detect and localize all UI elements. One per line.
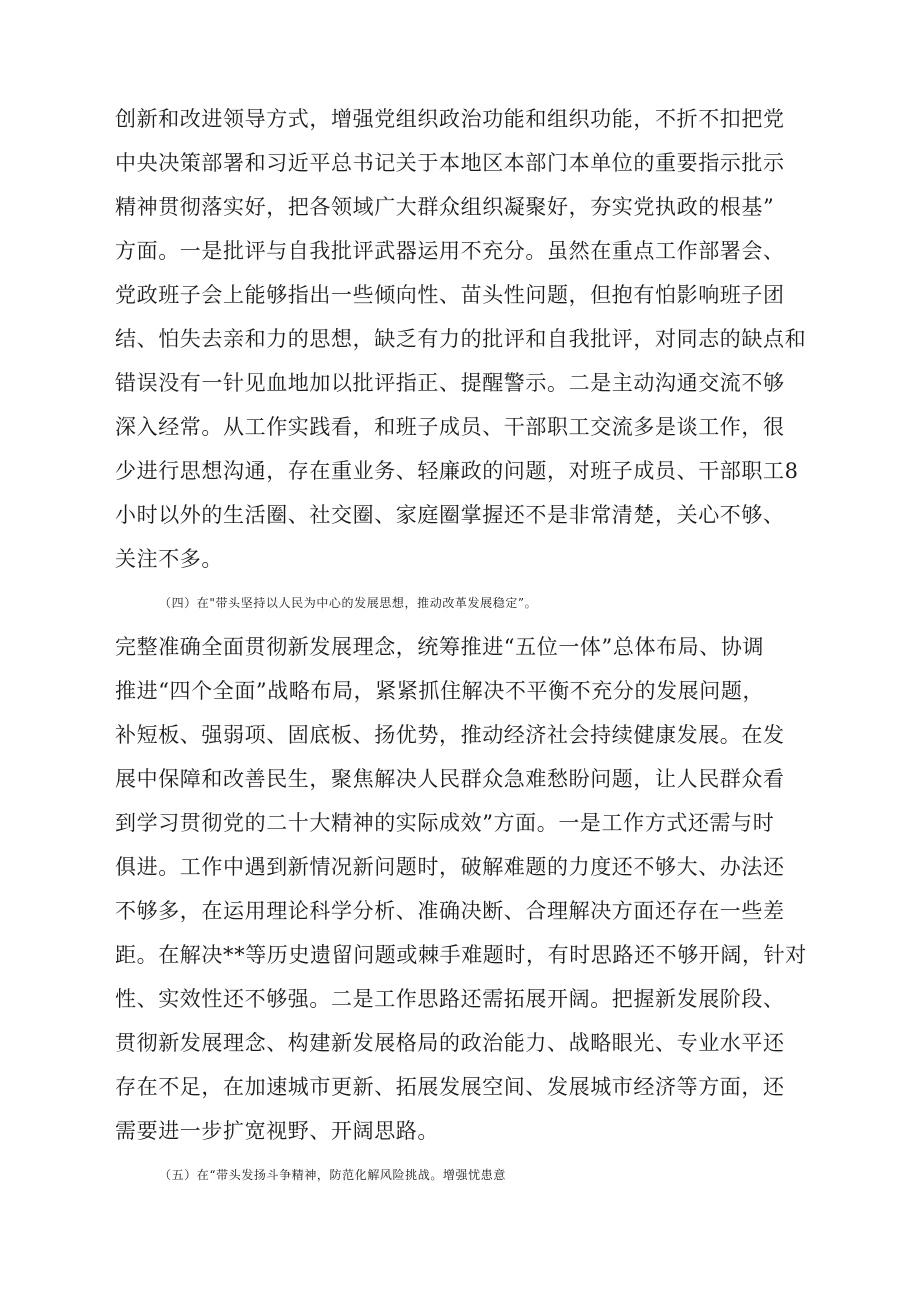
text-line: 到学习贯彻党的二十大精神的实际成效”方面。一是工作方式还需与时 <box>115 811 775 835</box>
text-line: 展中保障和改善民生，聚焦解决人民群众急难愁盼问题，让人民群众看 <box>115 767 785 791</box>
text-line: 中央决策部署和习近平总书记关于本地区本部门本单位的重要指示批示 <box>115 151 785 175</box>
section-heading-4: （四）在"带头坚持以人民为中心的发展思想，推动改革发展稳定”。 <box>159 596 538 610</box>
text-line: 补短板、强弱项、固底板、扬优势，推动经济社会持续健康发展。在发 <box>115 723 785 747</box>
text-line: 党政班子会上能够指出一些倾向性、苗头性问题，但抱有怕影响班子团 <box>115 283 785 307</box>
text-line: 关注不多。 <box>115 547 223 571</box>
text-line: 性、实效性还不够强。二是工作思路还需拓展开阔。把握新发展阶段、 <box>115 987 785 1011</box>
text-line: 结、怕失去亲和力的思想，缺乏有力的批评和自我批评，对同志的缺点和 <box>115 327 807 351</box>
text-line: 方面。一是批评与自我批评武器运用不充分。虽然在重点工作部署会、 <box>115 239 785 263</box>
text-line: 错误没有一针见血地加以批评指正、提醒警示。二是主动沟通交流不够 <box>115 371 785 395</box>
section-heading-5: （五）在“带头发扬斗争精神，防范化解风险挑战。增强忧患意 <box>159 1168 506 1182</box>
text-line: 小时以外的生活圈、社交圈、家庭圈掌握还不是非常清楚，关心不够、 <box>115 503 785 527</box>
text-line: 俱进。工作中遇到新情况新问题时，破解难题的力度还不够大、办法还 <box>115 855 785 879</box>
text-line: 距。在解决**等历史遗留问题或棘手难题时，有时思路还不够开阔，针对 <box>115 943 807 967</box>
text-line: 少进行思想沟通，存在重业务、轻廉政的问题，对班子成员、干部职工8 <box>115 459 799 483</box>
text-line: 完整准确全面贯彻新发展理念，统筹推进“五位一体”总体布局、协调 <box>115 635 765 659</box>
text-line: 深入经常。从工作实践看，和班子成员、干部职工交流多是谈工作，很 <box>115 415 785 439</box>
text-line: 贯彻新发展理念、构建新发展格局的政治能力、战略眼光、专业水平还 <box>115 1031 785 1055</box>
text-line: 创新和改进领导方式，增强党组织政治功能和组织功能，不折不扣把党 <box>115 107 785 131</box>
text-line: 精神贯彻落实好，把各领域广大群众组织凝聚好，夯实党执政的根基” <box>115 195 775 219</box>
text-line: 需要进一步扩宽视野、开阔思路。 <box>115 1119 439 1143</box>
text-line: 存在不足，在加速城市更新、拓展发展空间、发展城市经济等方面，还 <box>115 1075 785 1099</box>
text-line: 不够多，在运用理论科学分析、准确决断、合理解决方面还存在一些差 <box>115 899 785 923</box>
text-line: 推进“四个全面”战略布局，紧紧抓住解决不平衡不充分的发展问题， <box>115 679 765 703</box>
